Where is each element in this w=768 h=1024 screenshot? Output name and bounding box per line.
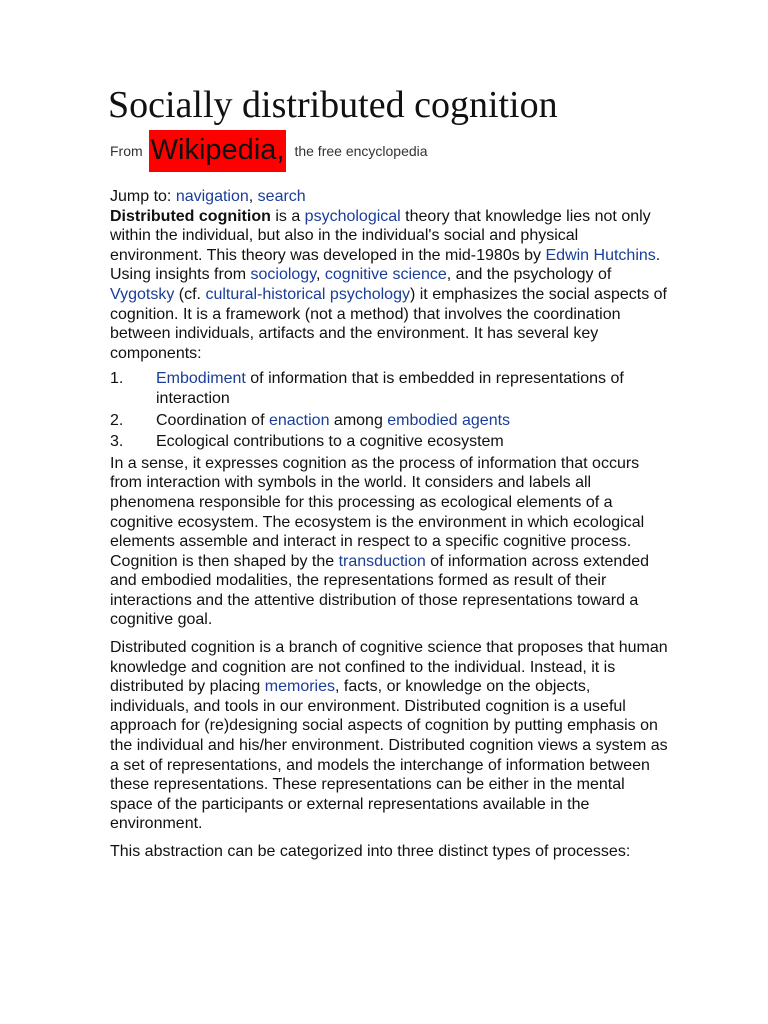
paragraph-text: , facts, or knowledge on the objects, individuals, and tools in our environment. Distributed cognition is a useful approach for (re)designing social aspects of cognition by putting emphasis on the individual and his/her environment. Distributed cognition views a system as a set of representations, and models the interchange of information between these representations. These representations can be either in the mental space of the participants or external representations available in the environment. [110, 678, 668, 833]
psychological-link[interactable]: psychological [304, 207, 401, 225]
from-text: From [110, 143, 143, 159]
intro-text: , and the psychology of [446, 266, 612, 284]
intro-paragraph [110, 207, 670, 364]
paragraph-text: of information across extended and embodied modalities, the representations formed as result of their interactions and the attentive distribution of those representations toward a cognitive goal. [110, 552, 650, 629]
paragraph-text: In a sense, it expresses cognition as the process of information that occurs from interaction with symbols in the world. It considers and labels all phenomena responsible for this processing as ecological elements of a cognitive ecosystem. The ecosystem is the environment in which ecological elements assemble and interact in respect to a specific cognitive process. Cognition is then shaped by the [110, 454, 645, 570]
paragraph-ecosystem [110, 454, 670, 630]
wikipedia-highlight: Wikipedia, [149, 130, 287, 172]
components-list [110, 369, 670, 451]
list-item-text [156, 411, 510, 431]
article-body [110, 187, 670, 862]
enaction-link[interactable]: enaction [268, 411, 330, 429]
bold-term: Distributed cognition [110, 207, 271, 225]
intro-text: . Using insights from [110, 246, 661, 284]
list-number: 1. [110, 370, 124, 388]
embodied-agents-link[interactable]: embodied agents [387, 411, 511, 429]
list-item [110, 411, 670, 431]
list-item [110, 369, 670, 408]
jump-separator: , [248, 188, 254, 205]
vygotsky-link[interactable]: Vygotsky [110, 285, 175, 303]
source-line [110, 130, 428, 172]
sociology-link[interactable]: sociology [250, 266, 317, 284]
embodiment-link[interactable]: Embodiment [156, 370, 246, 388]
jump-to-line [110, 187, 670, 207]
list-number: 3. [110, 433, 124, 451]
cultural-historical-psychology-link[interactable]: cultural-historical psychology [205, 285, 410, 303]
list-item [110, 432, 670, 452]
navigation-link[interactable]: navigation [175, 188, 249, 205]
list-item-text [156, 369, 670, 408]
intro-text: theory that knowledge lies not only within the individual, but also in the individual's social and physical environment. This theory was developed in the mid-1980s by [110, 207, 651, 264]
search-link[interactable]: search [257, 188, 306, 205]
list-text: Ecological contributions to a cognitive ecosystem [156, 433, 504, 451]
intro-text: (cf. [174, 285, 206, 303]
edwin-hutchins-link[interactable]: Edwin Hutchins [545, 246, 656, 264]
paragraph-abstraction: This abstraction can be categorized into three distinct types of processes: [110, 843, 631, 860]
list-text: Coordination of [156, 411, 269, 429]
intro-text: is a [270, 207, 305, 225]
paragraph-text: Distributed cognition is a branch of cognitive science that proposes that human knowledge and cognition are not confined to the individual. Instead, it is distributed by placing [110, 639, 668, 696]
intro-text: , [316, 266, 325, 284]
source-suffix: the free encyclopedia [294, 143, 428, 159]
paragraph-branch [110, 638, 670, 834]
jump-label: Jump to: [110, 188, 172, 205]
intro-text: ) it emphasizes the social aspects of cognition. It is a framework (not a method) that involves the coordination between individuals, artifacts and the environment. It has several key components: [110, 285, 667, 362]
transduction-link[interactable]: transduction [338, 552, 426, 570]
list-text: of information that is embedded in representations of interaction [156, 370, 624, 407]
list-text: among [329, 411, 388, 429]
memories-link[interactable]: memories [264, 678, 335, 696]
cognitive-science-link[interactable]: cognitive science [324, 266, 447, 284]
list-number: 2. [110, 411, 124, 429]
page-title: Socially distributed cognition [108, 84, 558, 126]
